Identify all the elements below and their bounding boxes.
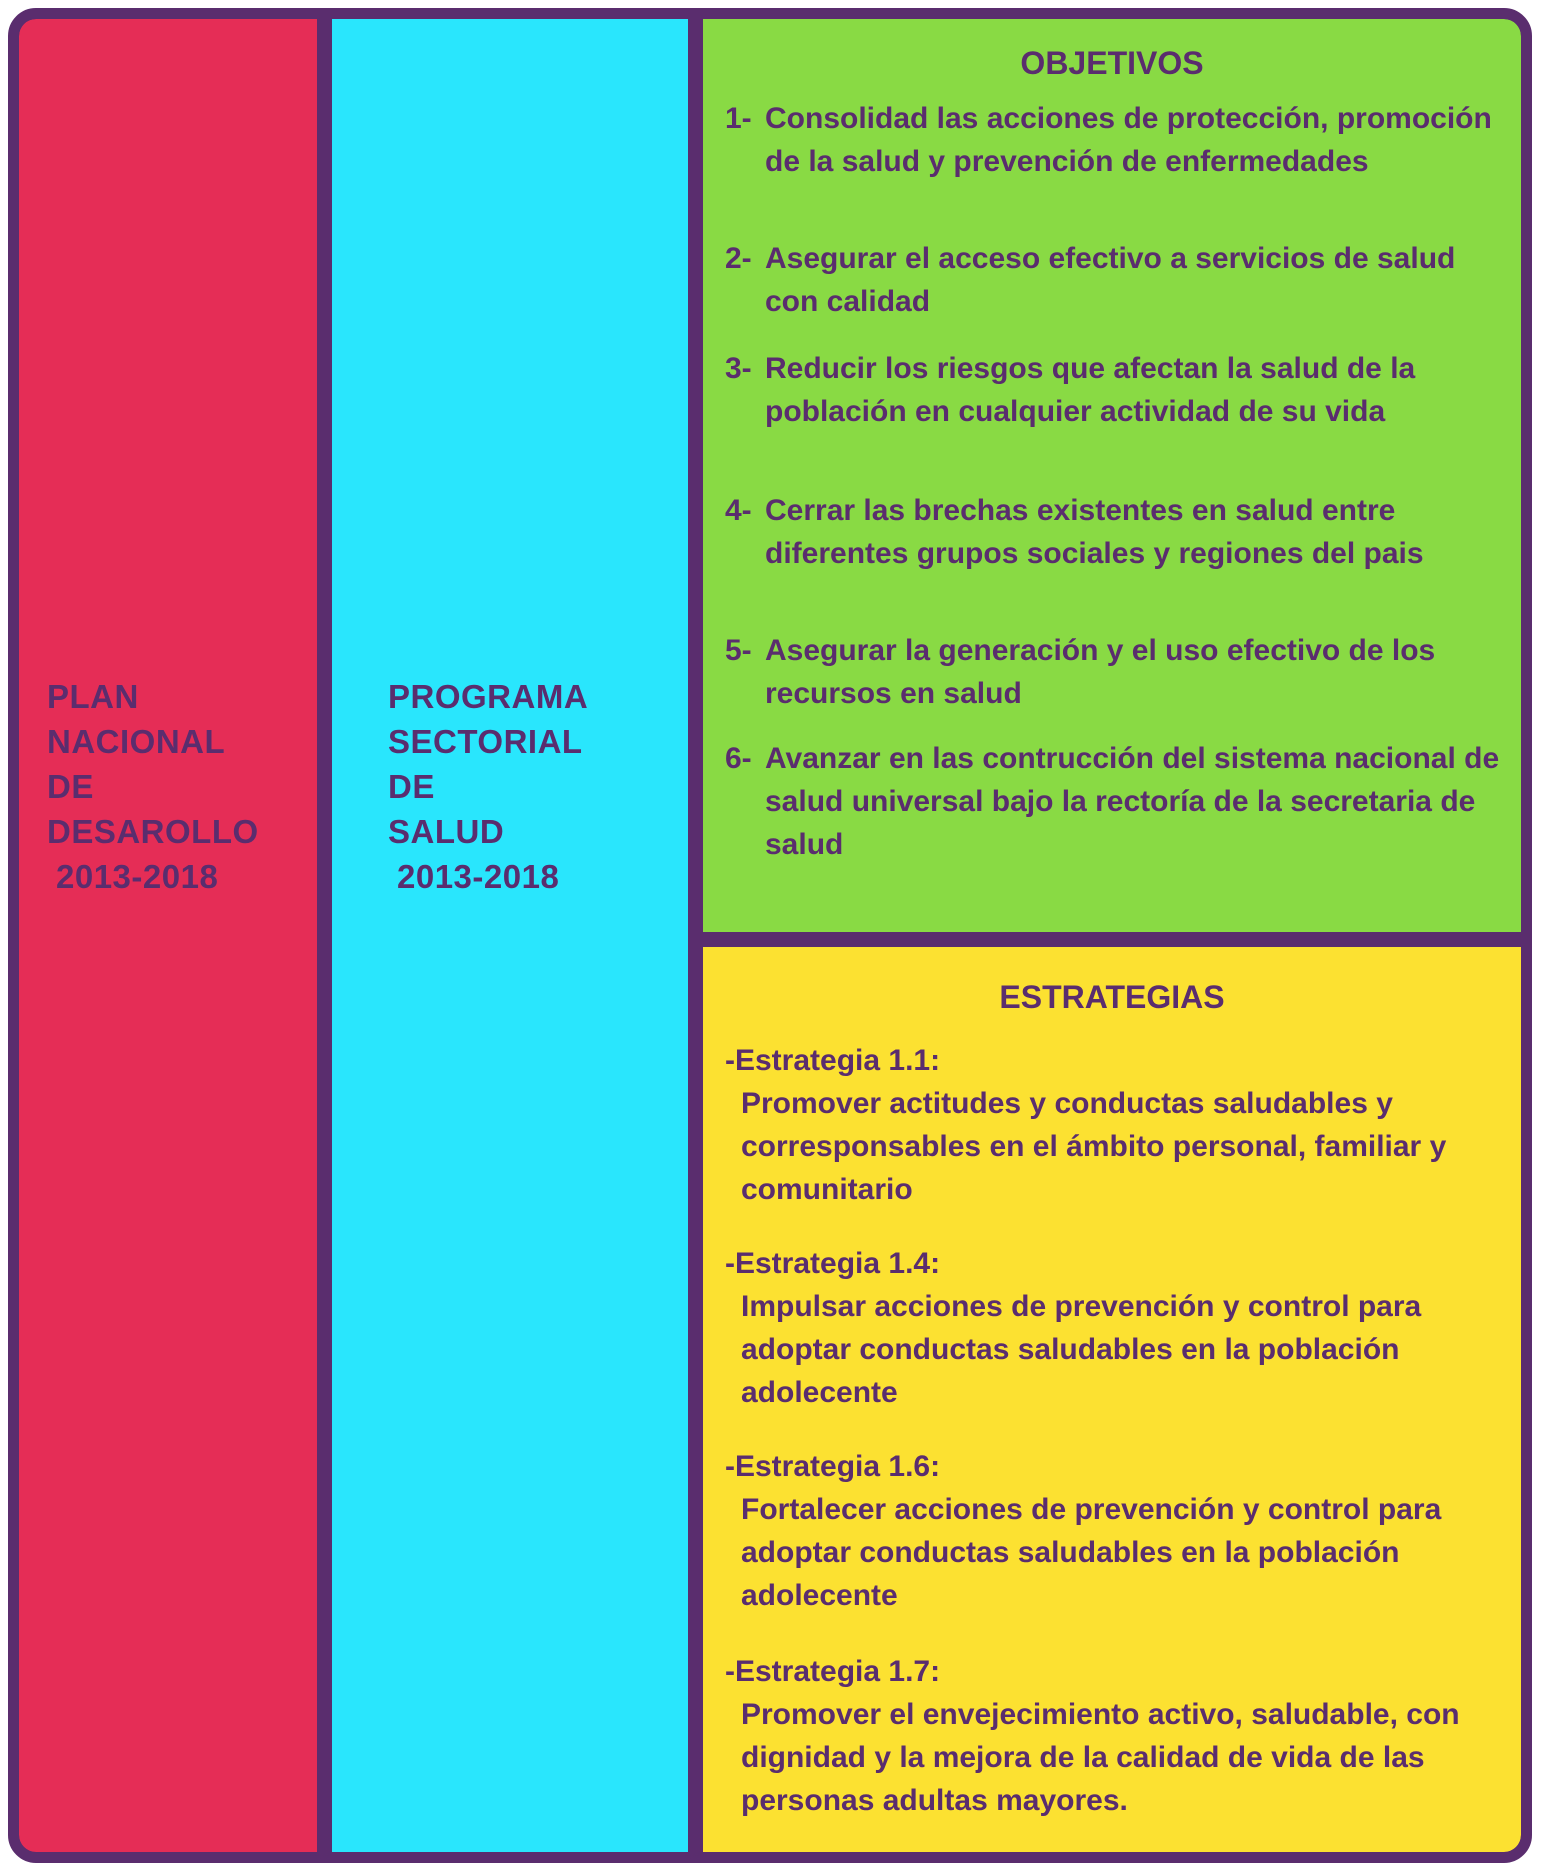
objetivo-item [725,737,1515,866]
plan-nacional-title [47,674,259,899]
objetivo-item [725,97,1515,183]
programa-title-line: DE [388,768,435,805]
programa-title-line: SECTORIAL [388,723,583,760]
objetivo-number: 5- [725,634,752,667]
objetivo-number: 6- [725,742,752,775]
programa-title-line: SALUD [388,813,505,850]
objetivo-text: Cerrar las brechas existentes en salud entre diferentes grupos sociales y regiones del pais [765,494,1424,570]
objetivo-text: Avanzar en las contrucción del sistema nacional de salud universal bajo la rectoría de la secretaria de salud [765,742,1500,861]
objetivo-item [725,489,1515,575]
objetivo-text: Asegurar la generación y el uso efectivo de los recursos en salud [765,634,1436,710]
objetivo-text: Asegurar el acceso efectivo a servicios de salud con calidad [765,242,1456,318]
objetivos-heading: OBJETIVOS [1020,45,1204,81]
objetivo-number: 2- [725,242,752,275]
objetivo-text: Consolidad las acciones de protección, promoción de la salud y prevención de enfermedades [765,102,1492,178]
programa-year: 2013-2018 [397,858,560,895]
estrategia-item [725,1039,1515,1211]
plan-title-line: DESAROLLO [47,813,259,850]
objetivo-number: 1- [725,102,752,135]
objetivo-item [725,347,1515,433]
programa-sectorial-column [332,19,688,1852]
estrategias-heading: ESTRATEGIAS [999,979,1225,1015]
programa-sectorial-title [388,674,588,899]
objetivos-box [703,19,1521,932]
estrategia-label: -Estrategia 1.1: [725,1044,941,1077]
estrategia-text: Fortalecer acciones de prevención y control para adoptar conductas saludables en la población adolecente [741,1493,1442,1612]
plan-title-line: PLAN [47,678,139,715]
plan-title-line: NACIONAL [47,723,226,760]
plan-year: 2013-2018 [56,858,219,895]
estrategia-text: Promover el envejecimiento activo, saludable, con dignidad y la mejora de la calidad de vida de las personas adultas mayores. [741,1698,1460,1817]
objetivo-number: 3- [725,352,752,385]
estrategia-text: Promover actitudes y conductas saludables y corresponsables en el ámbito personal, familiar y comunitario [741,1087,1447,1206]
objetivo-number: 4- [725,494,752,527]
diagram-frame [8,8,1532,1863]
estrategia-text: Impulsar acciones de prevención y control para adoptar conductas saludables en la población adolecente [741,1290,1422,1409]
objetivo-text: Reducir los riesgos que afectan la salud de la población en cualquier actividad de su vida [765,352,1416,428]
estrategia-item [725,1445,1515,1617]
estrategia-label: -Estrategia 1.6: [725,1450,941,1483]
plan-title-line: DE [47,768,94,805]
estrategia-label: -Estrategia 1.7: [725,1655,941,1688]
objetivo-item [725,237,1515,323]
objetivo-item [725,629,1515,715]
estrategias-box [703,947,1521,1852]
estrategia-item [725,1242,1515,1414]
estrategia-item [725,1650,1515,1822]
plan-nacional-column [19,19,317,1852]
estrategia-label: -Estrategia 1.4: [725,1247,941,1280]
programa-title-line: PROGRAMA [388,678,589,715]
